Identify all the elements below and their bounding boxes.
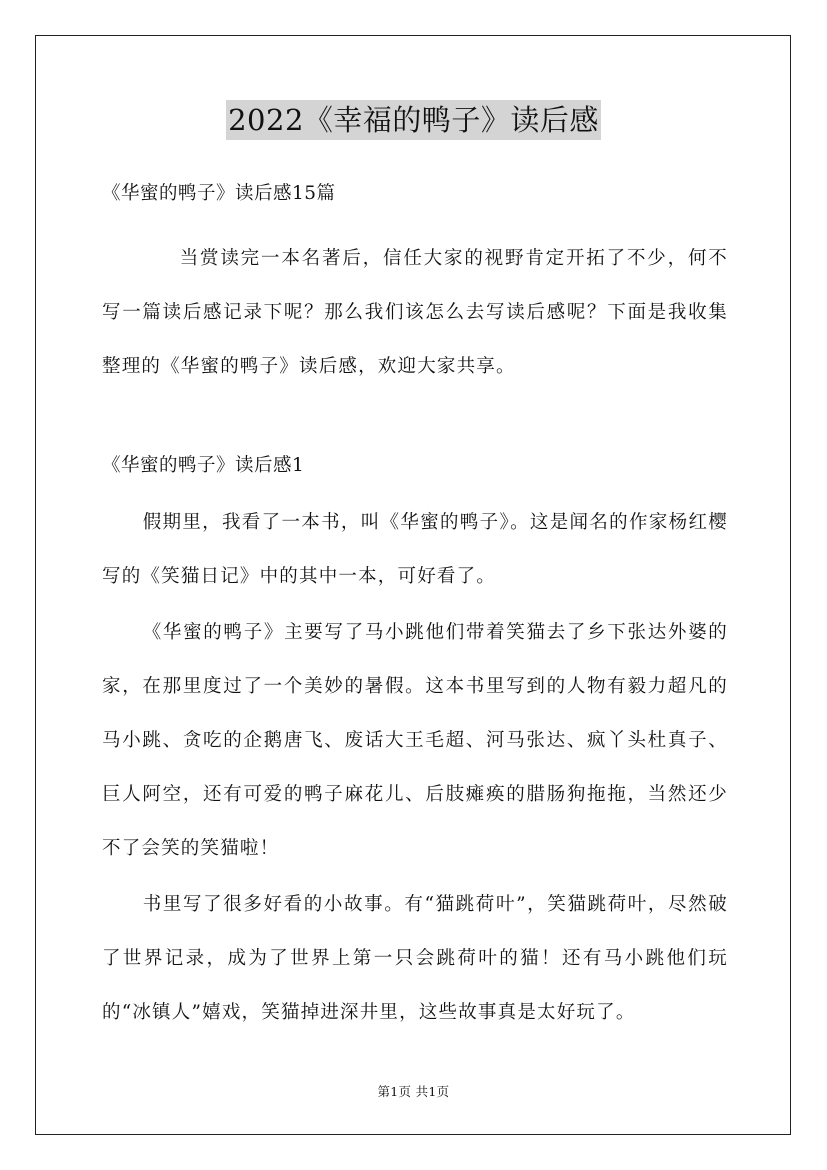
- document-title: 2022《幸福的鸭子》读后感: [226, 100, 601, 140]
- body-paragraph: 假期里，我看了一本书，叫《华蜜的鸭子》。这是闻名的作家杨红樱写的《笑猫日记》中的其中一本，可好看了。: [102, 512, 728, 587]
- body-paragraph: 《华蜜的鸭子》主要写了马小跳他们带着笑猫去了乡下张达外婆的家，在那里度过了一个美妙的暑假。这本书里写到的人物有毅力超凡的马小跳、贪吃的企鹅唐飞、废话大王毛超、河马张达、疯丫头杜真子、巨人阿空，还有可爱的鸭子麻花儿、后肢瘫痪的腊肠狗拖拖，当然还少不了会笑的笑猫啦！: [102, 622, 728, 859]
- page-footer: 第1页 共1页: [377, 1084, 450, 1099]
- title-container: [0, 100, 827, 140]
- intro-paragraph: 当赏读完一本名著后，信任大家的视野肯定开拓了不少，何不写一篇读后感记录下呢？那么我们该怎么去写读后感呢？下面是我收集整理的《华蜜的鸭子》读后感，欢迎大家共享。: [102, 248, 728, 377]
- document-subtitle: 《华蜜的鸭子》读后感15篇: [102, 183, 336, 204]
- body-text: [102, 496, 728, 1040]
- intro-paragraph-container: [102, 232, 728, 394]
- section-heading: 《华蜜的鸭子》读后感1: [102, 455, 305, 476]
- body-paragraph: 书里写了很多好看的小故事。有“猫跳荷叶”，笑猫跳荷叶，尽然破了世界记录，成为了世界上第一只会跳荷叶的猫！还有马小跳他们玩的“冰镇人”嬉戏，笑猫掉进深井里，这些故事真是太好玩了。: [102, 894, 728, 1023]
